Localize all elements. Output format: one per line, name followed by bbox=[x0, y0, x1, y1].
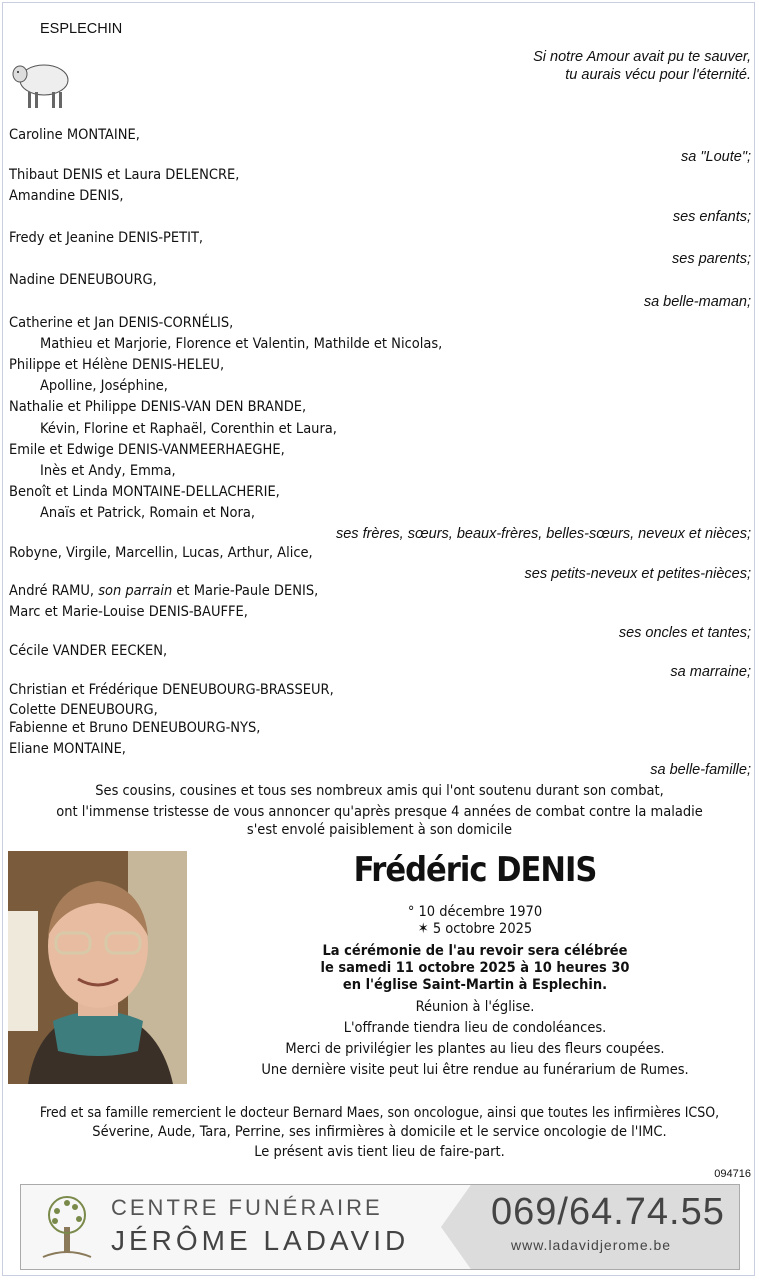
quote-line-1: Si notre Amour avait pu te sauver, bbox=[533, 49, 751, 65]
announce-line: ont l'immense tristesse de vous annoncer qu'après presque 4 années de combat contre la maladie bbox=[56, 804, 703, 820]
belle-famille-line: Christian et Frédérique DENEUBOURG-BRASSEUR, bbox=[9, 682, 334, 698]
sibling-line: Mathieu et Marjorie, Florence et Valentin, Mathilde et Nicolas, bbox=[40, 336, 443, 352]
deceased-name: Frédéric DENIS bbox=[353, 850, 597, 890]
thanks-line: Séverine, Aude, Tara, Perrine, ses infirmières à domicile et le service oncologie de l'IMC. bbox=[92, 1124, 667, 1140]
role-loute: sa "Loute"; bbox=[681, 149, 751, 165]
village-name: ESPLECHIN bbox=[40, 21, 123, 37]
family-petits: Robyne, Virgile, Marcellin, Lucas, Arthur, Alice, bbox=[9, 545, 313, 561]
role-oncles: ses oncles et tantes; bbox=[618, 625, 751, 641]
deceased-photo bbox=[8, 851, 187, 1084]
role-marraine: sa marraine; bbox=[670, 664, 751, 680]
andre-rest: et Marie-Paule DENIS, bbox=[172, 583, 319, 599]
sibling-line: Anaïs et Patrick, Romain et Nora, bbox=[40, 505, 255, 521]
reference-number: 094716 bbox=[714, 1168, 751, 1180]
death-line bbox=[290, 920, 660, 938]
role-belle-maman: sa belle-maman; bbox=[643, 294, 751, 310]
quote-line-2: tu aurais vécu pour l'éternité. bbox=[565, 67, 751, 83]
thanks-line: Fred et sa famille remercient le docteur Bernard Maes, son oncologue, ainsi que toutes les infirmières ICSO, bbox=[39, 1105, 720, 1121]
sheep-icon bbox=[8, 50, 74, 116]
olive-tree-icon bbox=[33, 1191, 101, 1263]
announce-line: s'est envolé paisiblement à son domicile bbox=[246, 822, 513, 838]
star-icon: ✶ bbox=[417, 921, 433, 937]
info-line: Réunion à l'église. bbox=[415, 999, 535, 1015]
role-belle-famille: sa belle-famille; bbox=[650, 762, 751, 778]
info-line: Une dernière visite peut lui être rendue au funérarium de Rumes. bbox=[261, 1062, 689, 1078]
announce-line: Ses cousins, cousines et tous ses nombreux amis qui l'ont soutenu durant son combat, bbox=[95, 783, 664, 799]
banner-line-1: CENTRE FUNÉRAIRE bbox=[111, 1195, 383, 1220]
sibling-line: Catherine et Jan DENIS-CORNÉLIS, bbox=[9, 315, 234, 331]
banner-url: www.ladavidjerome.be bbox=[511, 1237, 672, 1253]
family-thibaut: Thibaut DENIS et Laura DELENCRE, bbox=[9, 167, 240, 183]
info-line: Merci de privilégier les plantes au lieu des fleurs coupées. bbox=[285, 1041, 665, 1057]
family-amandine: Amandine DENIS, bbox=[9, 188, 124, 204]
ceremony-line: le samedi 11 octobre 2025 à 10 heures 30 bbox=[320, 960, 630, 976]
sibling-line: Nathalie et Philippe DENIS-VAN DEN BRANDE, bbox=[9, 399, 307, 415]
banner-line-2: JÉRÔME LADAVID bbox=[111, 1225, 410, 1256]
belle-famille-line: Fabienne et Bruno DENEUBOURG-NYS, bbox=[9, 720, 261, 736]
banner-phone: 069/64.74.55 bbox=[491, 1191, 725, 1233]
sibling-line: Inès et Andy, Emma, bbox=[40, 463, 176, 479]
sibling-line: Apolline, Joséphine, bbox=[40, 378, 168, 394]
family-caroline: Caroline MONTAINE, bbox=[9, 127, 140, 143]
andre-role: son parrain bbox=[98, 583, 173, 599]
belle-famille-line: Eliane MONTAINE, bbox=[9, 741, 126, 757]
thanks-line: Le présent avis tient lieu de faire-part. bbox=[254, 1144, 505, 1160]
role-enfants: ses enfants; bbox=[672, 209, 751, 225]
role-parents: ses parents; bbox=[672, 251, 751, 267]
sibling-line: Benoît et Linda MONTAINE-DELLACHERIE, bbox=[9, 484, 280, 500]
sibling-line: Philippe et Hélène DENIS-HELEU, bbox=[9, 357, 225, 373]
funeral-home-banner bbox=[20, 1184, 740, 1270]
role-petits: ses petits-neveux et petites-nièces; bbox=[524, 566, 751, 582]
family-fredy: Fredy et Jeanine DENIS-PETIT, bbox=[9, 230, 204, 246]
birth-date: ° 10 décembre 1970 bbox=[407, 904, 543, 920]
family-marc: Marc et Marie-Louise DENIS-BAUFFE, bbox=[9, 604, 248, 620]
sibling-line: Kévin, Florine et Raphaël, Corenthin et Laura, bbox=[40, 421, 337, 437]
belle-famille-line: Colette DENEUBOURG, bbox=[9, 702, 158, 718]
family-andre bbox=[9, 582, 318, 600]
sibling-line: Emile et Edwige DENIS-VANMEERHAEGHE, bbox=[9, 442, 285, 458]
role-freres: ses frères, sœurs, beaux-frères, belles-sœurs, neveux et nièces; bbox=[335, 526, 751, 542]
info-line: L'offrande tiendra lieu de condoléances. bbox=[343, 1020, 607, 1036]
family-nadine: Nadine DENEUBOURG, bbox=[9, 272, 157, 288]
death-date: 5 octobre 2025 bbox=[432, 921, 533, 937]
family-cecile: Cécile VANDER EECKEN, bbox=[9, 643, 168, 659]
andre-name: André RAMU, bbox=[9, 583, 99, 599]
ceremony-line: La cérémonie de l'au revoir sera célébrée bbox=[322, 943, 628, 959]
ceremony-line: en l'église Saint-Martin à Esplechin. bbox=[342, 977, 608, 993]
